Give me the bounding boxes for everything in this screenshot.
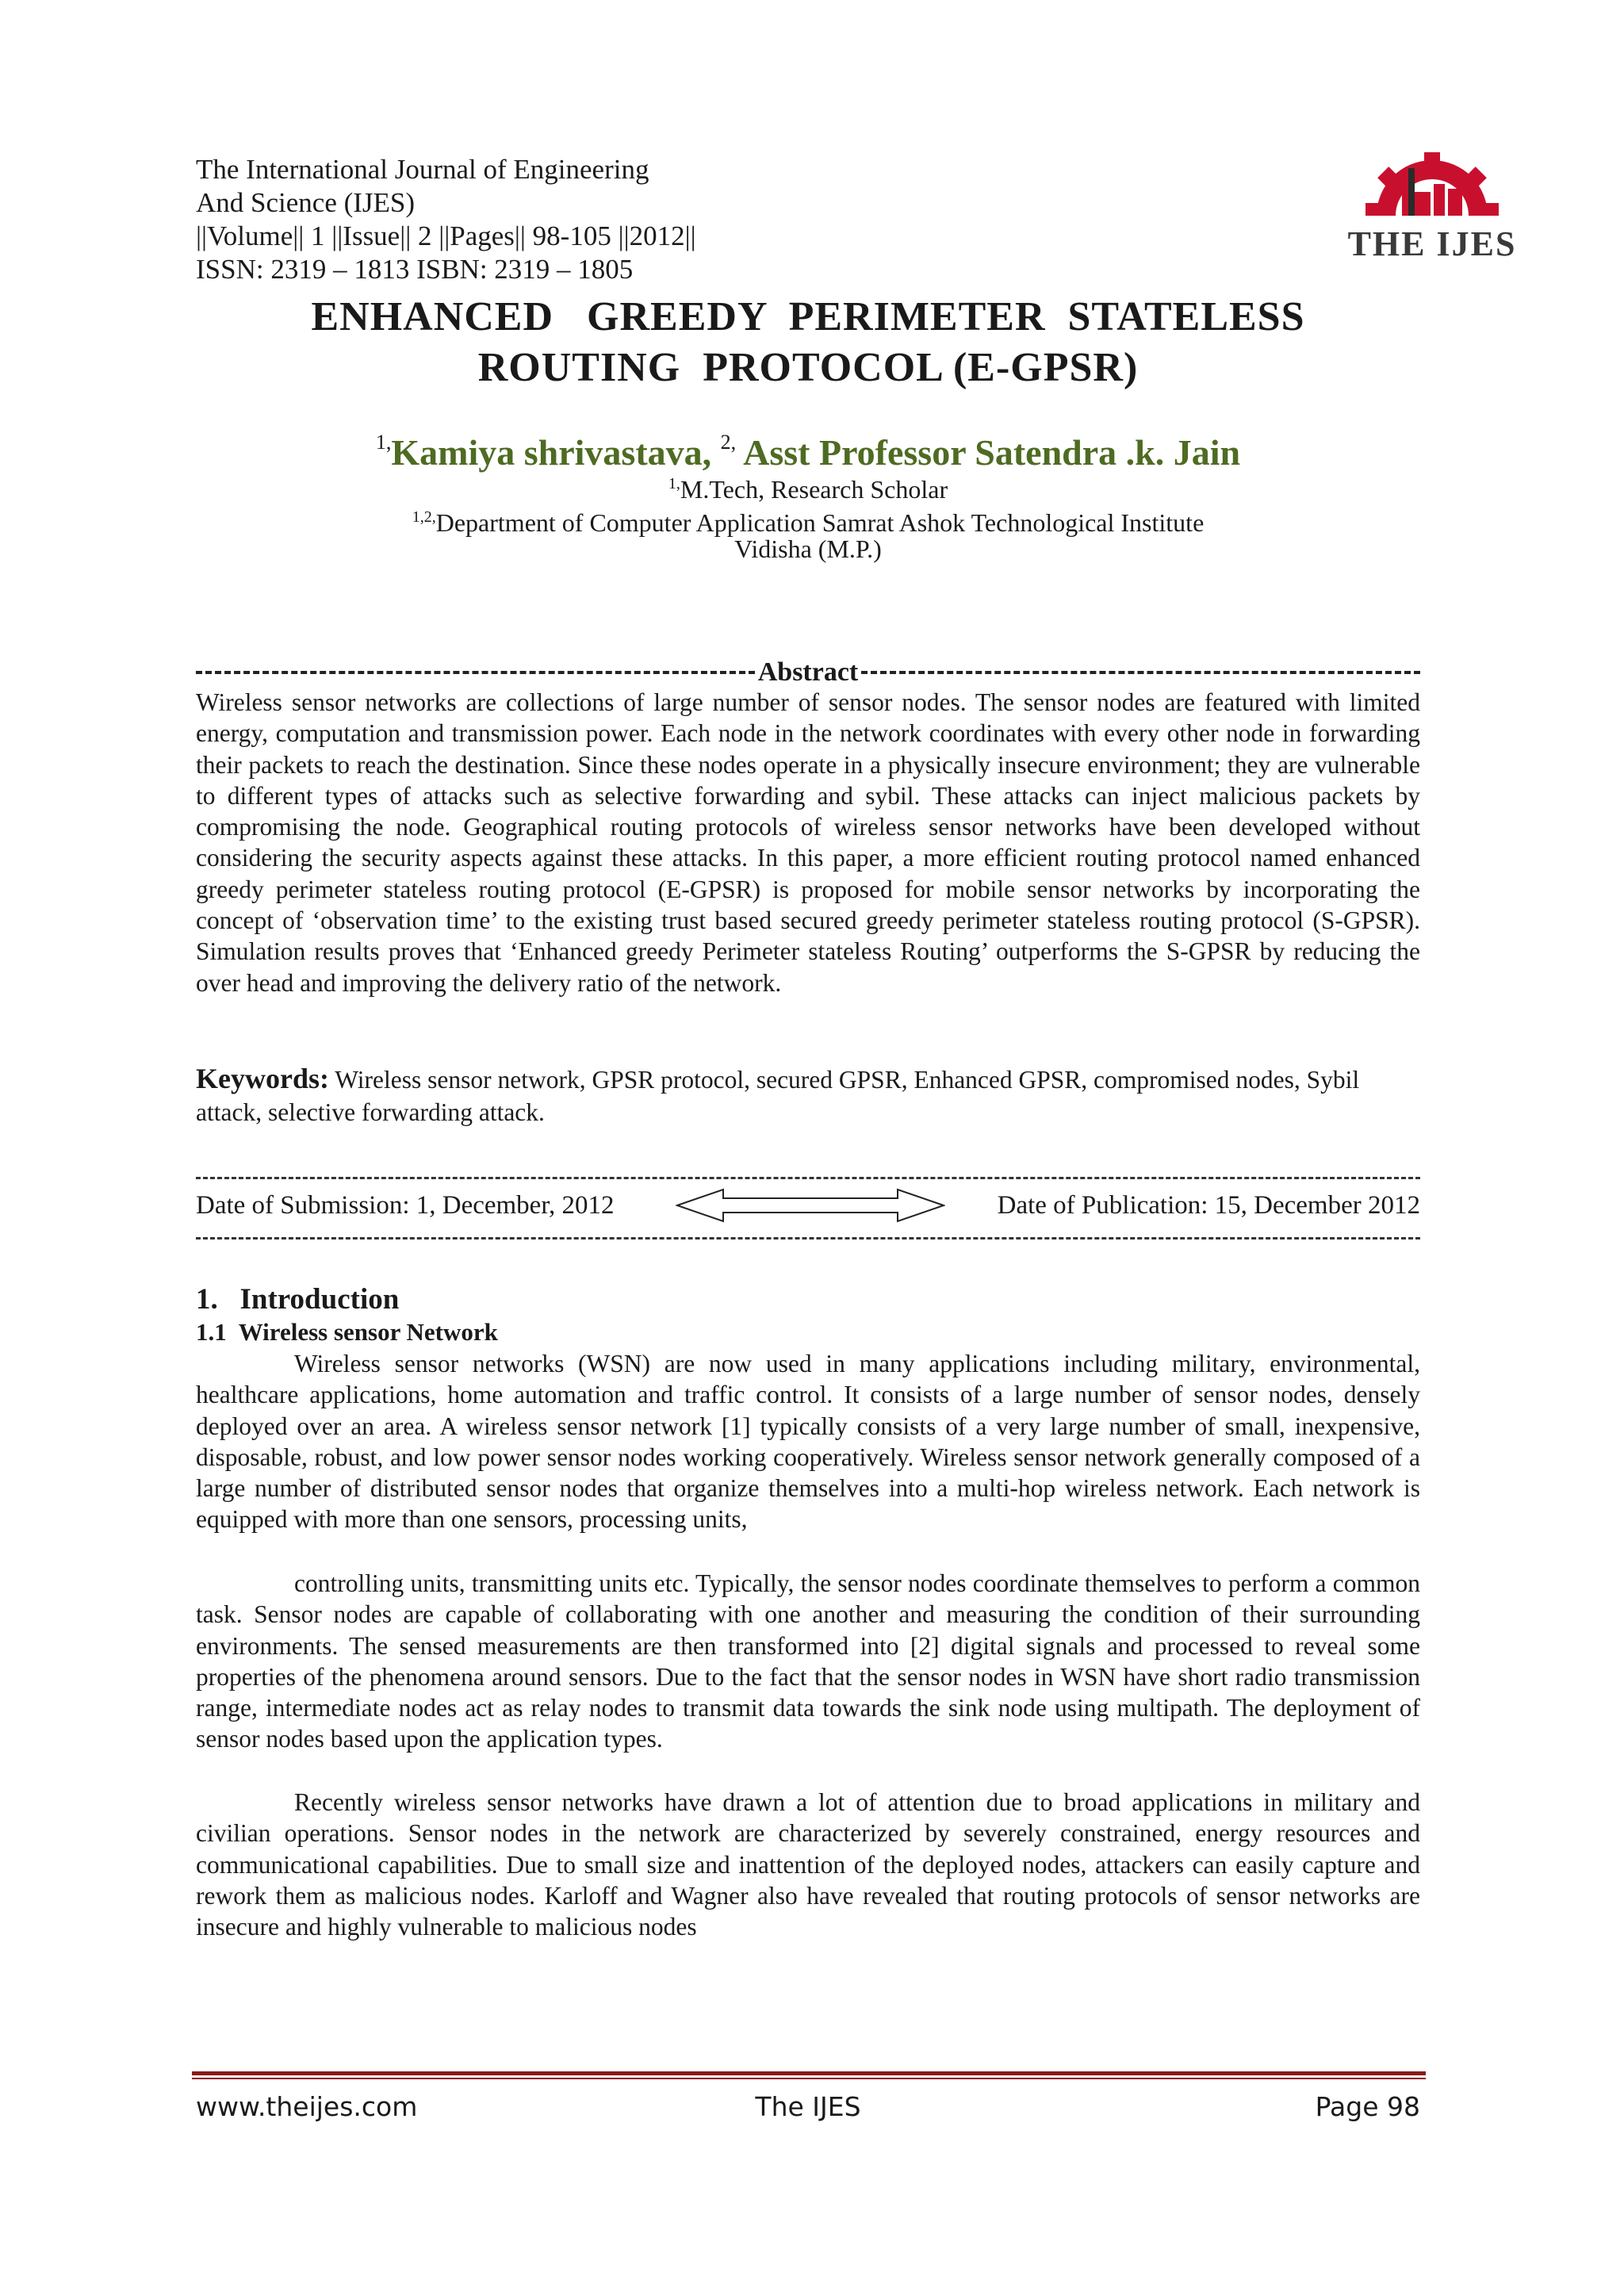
publication-date: Date of Publication: 15, December 2012 — [997, 1191, 1420, 1220]
subsection-heading-wsn: 1.1 Wireless sensor Network — [196, 1318, 498, 1346]
authors-line — [196, 420, 1420, 475]
journal-name-line2: And Science (IJES) — [196, 187, 416, 218]
journal-name-line1: The International Journal of Engineering — [196, 154, 649, 185]
title-line2: ROUTING PROTOCOL (E-GPSR) — [477, 345, 1139, 390]
body-paragraph-1: Wireless sensor networks (WSN) are now used in many applications including military, environmental, healthcare applications, home automation and traffic control. It consists of a large number of sensor nodes, densely deployed over an area. A wireless sensor network [1] typically consists of a very large number of small, inexpensive, disposable, robust, and low power sensor nodes working cooperatively. Wireless sensor network generally composed of a large number of distributed sensor nodes that organize themselves into a multi-hop wireless network. Each network is equipped with more than one sensors, processing units, — [196, 1350, 1420, 1534]
footer-page-number: Page 98 — [1315, 2091, 1420, 2122]
logo-text: THE IJES — [1347, 224, 1517, 263]
volume-issue-line: ||Volume|| 1 ||Issue|| 2 ||Pages|| 98-105 ||2012|| — [196, 220, 696, 251]
issn-line: ISSN: 2319 – 1813 ISBN: 2319 – 1805 — [196, 254, 634, 285]
affiliation-line1 — [196, 468, 1420, 505]
title-line1: ENHANCED GREEDY PERIMETER STATELESS — [311, 294, 1305, 339]
footer-website: www.theijes.com — [196, 2091, 418, 2122]
affil2-text: Department of Computer Application Samrat Ashok Technological Institute — [435, 508, 1205, 537]
author1-name: Kamiya shrivastava, — [391, 432, 712, 473]
footer-rule — [192, 2071, 1426, 2084]
author1-superscript: 1, — [375, 431, 392, 454]
body-paragraph-2: controlling units, transmitting units etc. Typically, the sensor nodes coordinate themselves to perform a common task. Sensor nodes are capable of collaborating with one another and measuring the condition of their surrounding environments. The sensed measurements are then transformed into [2] digital signals and processed to reveal some properties of the phenomena around sensors. Due to the fact that the sensor nodes in WSN have short radio transmission range, intermediate nodes act as relay nodes to transmit data towards the sink node using multipath. The deployment of sensor nodes based upon the application types. — [196, 1569, 1420, 1753]
abstract-text: Wireless sensor networks are collections of large number of sensor nodes. The sensor nodes are featured with limited energy, computation and transmission power. Each node in the network coordinates with every other node in forwarding their packets to reach the destination. Since these nodes operate in a physically insecure environment; they are vulnerable to different types of attacks such as selective forwarding and sybil. These attacks can inject malicious packets by compromising the node. Geographical routing protocols of wireless sensor networks have been developed without considering the security aspects against these attacks. In this paper, a more efficient routing protocol named enhanced greedy perimeter stateless routing protocol (E-GPSR) is proposed for mobile sensor networks by incorporating the concept of ‘observation time’ to the existing trust based secured greedy perimeter stateless routing protocol (S-GPSR). Simulation results proves that ‘Enhanced greedy Perimeter stateless Routing’ outperforms the S-GPSR by reducing the over head and improving the delivery ratio of the network. — [196, 688, 1420, 997]
double-arrow-icon — [676, 1188, 945, 1223]
ijes-logo — [1329, 136, 1535, 263]
keywords-label: Keywords: — [196, 1063, 329, 1094]
author2-name: Asst Professor Satendra .k. Jain — [743, 432, 1241, 473]
affil1-text: M.Tech, Research Scholar — [680, 475, 948, 504]
page-footer — [196, 2087, 1420, 2127]
abstract-divider-left — [196, 671, 755, 674]
abstract-label: Abstract — [757, 657, 859, 687]
abstract-heading — [196, 657, 1420, 688]
gear-icon — [1365, 152, 1499, 216]
section-heading-introduction: 1. Introduction — [196, 1283, 400, 1316]
abstract-divider-right — [861, 671, 1420, 674]
submission-date: Date of Submission: 1, December, 2012 — [196, 1191, 615, 1220]
affil2-superscript: 1,2, — [412, 508, 436, 526]
footer-journal: The IJES — [755, 2091, 861, 2122]
keywords-text: Wireless sensor network, GPSR protocol, secured GPSR, Enhanced GPSR, compromised nodes, Sybil attack, selective forwarding attack. — [196, 1066, 1360, 1126]
journal-info — [196, 153, 696, 286]
author2-superscript: 2, — [720, 431, 737, 454]
paper-title — [196, 292, 1420, 393]
keywords — [196, 1063, 1420, 1128]
affil1-superscript: 1, — [668, 475, 680, 492]
body-paragraph-3: Recently wireless sensor networks have drawn a lot of attention due to broad applications in military and civilian operations. Sensor nodes in the network are characterized by severely constrained, energy resources and communicational capabilities. Due to small size and inattention of the deployed nodes, attackers can easily capture and rework them as malicious nodes. Karloff and Wagner also have revealed that routing protocols of sensor networks are insecure and highly vulnerable to malicious nodes — [196, 1788, 1420, 1941]
dates-row — [196, 1186, 1420, 1224]
dates-divider-bottom — [196, 1237, 1420, 1239]
dates-divider-top — [196, 1177, 1420, 1179]
affiliation-line3: Vidisha (M.P.) — [734, 534, 882, 563]
